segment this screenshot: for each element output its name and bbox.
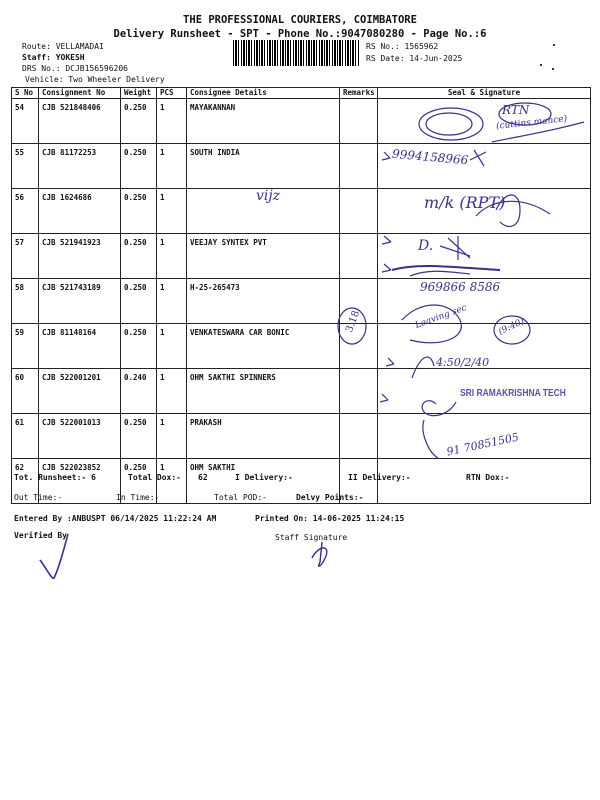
cell-consignment: CJB 521743189 bbox=[39, 279, 121, 324]
cell-weight: 0.250 bbox=[121, 144, 157, 189]
cell-weight: 0.250 bbox=[121, 279, 157, 324]
cell-consignee: OHM SAKTHI bbox=[187, 459, 340, 504]
ii-delivery: II Delivery:- bbox=[348, 473, 411, 482]
hw-time-59: (9:40) bbox=[497, 316, 527, 338]
cell-weight: 0.240 bbox=[121, 369, 157, 414]
cell-sno: 54 bbox=[12, 99, 39, 144]
cell-consignee: VENKATESWARA CAR BONIC bbox=[187, 324, 340, 369]
cell-pcs: 1 bbox=[157, 324, 187, 369]
cell-remarks bbox=[340, 414, 378, 459]
cell-pcs: 1 bbox=[157, 414, 187, 459]
cell-consignee: MAYAKANNAN bbox=[187, 99, 340, 144]
col-sno: S No bbox=[12, 88, 39, 99]
cell-consignment: CJB 521941923 bbox=[39, 234, 121, 279]
hw-vijz: vijz bbox=[256, 188, 281, 204]
company-stamp: SRI RAMAKRISHNA TECH bbox=[460, 388, 566, 399]
cell-pcs: 1 bbox=[157, 234, 187, 279]
cell-weight: 0.250 bbox=[121, 189, 157, 234]
hw-d: D. bbox=[418, 238, 434, 254]
table-row bbox=[12, 279, 591, 324]
cell-sno: 61 bbox=[12, 414, 39, 459]
cell-consignment: CJB 522023852 bbox=[39, 459, 121, 504]
cell-consignee: VEEJAY SYNTEX PVT bbox=[187, 234, 340, 279]
table-header-row bbox=[12, 88, 591, 99]
staff-label: Staff: YOKESH bbox=[22, 53, 85, 62]
rs-number: RS No.: 1565962 bbox=[366, 42, 439, 51]
total-dox-value: 62 bbox=[198, 473, 208, 482]
cell-pcs: 1 bbox=[157, 369, 187, 414]
cell-consignment: CJB 522001013 bbox=[39, 414, 121, 459]
cell-weight: 0.250 bbox=[121, 324, 157, 369]
total-runsheet: Tot. Runsheet:- 6 bbox=[14, 473, 96, 482]
in-time: In Time:- bbox=[116, 493, 160, 502]
route-label: Route: VELLAMADAI bbox=[22, 42, 104, 51]
hw-mk-rpt: m/k (RPT) bbox=[424, 193, 506, 212]
col-seal-signature: Seal & Signature bbox=[378, 88, 591, 99]
hw-phone-55: 9994158966 bbox=[391, 146, 469, 168]
hw-60: 4:50/2/40 bbox=[436, 356, 490, 369]
cell-consignment: CJB 521848406 bbox=[39, 99, 121, 144]
cell-pcs: 1 bbox=[157, 99, 187, 144]
cell-consignee: OHM SAKTHI SPINNERS bbox=[187, 369, 340, 414]
cell-consignment: CJB 81172253 bbox=[39, 144, 121, 189]
cell-pcs: 1 bbox=[157, 189, 187, 234]
cell-pcs: 1 bbox=[157, 459, 187, 504]
cell-sno: 57 bbox=[12, 234, 39, 279]
cell-sno: 55 bbox=[12, 144, 39, 189]
rs-date: RS Date: 14-Jun-2025 bbox=[366, 54, 463, 63]
col-weight: Weight bbox=[121, 88, 157, 99]
verified-by: Verified By bbox=[14, 531, 67, 540]
cell-sno: 56 bbox=[12, 189, 39, 234]
table-row bbox=[12, 144, 591, 189]
cell-sno: 59 bbox=[12, 324, 39, 369]
barcode bbox=[233, 40, 359, 66]
cell-weight: 0.250 bbox=[121, 234, 157, 279]
vehicle-label: Vehicle: Two Wheeler Delivery bbox=[25, 75, 165, 84]
drs-number: DRS No.: DCJB156596206 bbox=[22, 64, 128, 73]
cell-sno: 58 bbox=[12, 279, 39, 324]
cell-signature bbox=[378, 414, 591, 459]
col-consignee: Consignee Details bbox=[187, 88, 340, 99]
entered-by: Entered By :ANBUSPT 06/14/2025 11:22:24 AM bbox=[14, 514, 217, 523]
cell-remarks bbox=[340, 144, 378, 189]
cell-consignment: CJB 1624686 bbox=[39, 189, 121, 234]
col-consignment: Consignment No bbox=[39, 88, 121, 99]
hw-leaving: Leaving sec bbox=[413, 303, 469, 331]
verified-signature bbox=[40, 534, 68, 578]
hw-phone-58: 969866 8586 bbox=[420, 280, 501, 294]
company-title: THE PROFESSIONAL COURIERS, COIMBATORE bbox=[183, 14, 417, 26]
cell-weight: 0.250 bbox=[121, 459, 157, 504]
cell-weight: 0.250 bbox=[121, 414, 157, 459]
i-delivery: I Delivery:- bbox=[235, 473, 293, 482]
staff-signature-label: Staff Signature bbox=[275, 533, 348, 542]
runsheet-subtitle: Delivery Runsheet - SPT - Phone No.:9047080280 - Page No.:6 bbox=[113, 28, 487, 40]
cell-consignee: H-25-265473 bbox=[187, 279, 340, 324]
cell-weight: 0.250 bbox=[121, 99, 157, 144]
delvy-points: Delvy Points:- bbox=[296, 493, 364, 502]
cell-remarks bbox=[340, 369, 378, 414]
hw-remark-59: 3.18 bbox=[344, 309, 363, 334]
cell-sno: 62 bbox=[12, 459, 39, 504]
staff-signature-mark bbox=[312, 542, 327, 566]
printed-on: Printed On: 14-06-2025 11:24:15 bbox=[255, 514, 405, 523]
rtn-dox: RTN Dox:- bbox=[466, 473, 510, 482]
cell-signature bbox=[378, 234, 591, 279]
cell-remarks bbox=[340, 189, 378, 234]
cell-pcs: 1 bbox=[157, 144, 187, 189]
col-pcs: PCS bbox=[157, 88, 187, 99]
cell-pcs: 1 bbox=[157, 279, 187, 324]
hw-phone-62: 91 70851505 bbox=[445, 430, 521, 459]
out-time: Out Time:- bbox=[14, 493, 63, 502]
cell-consignment: CJB 522001201 bbox=[39, 369, 121, 414]
cell-remarks bbox=[340, 99, 378, 144]
hw-rtn: RTN bbox=[502, 103, 530, 117]
hw-cuttins: (cuttins mance) bbox=[495, 114, 568, 132]
col-remarks: Remarks bbox=[340, 88, 378, 99]
total-dox-label: Total Dox:- bbox=[128, 473, 181, 482]
cell-sno: 60 bbox=[12, 369, 39, 414]
cell-consignment: CJB 81148164 bbox=[39, 324, 121, 369]
cell-consignee: PRAKASH bbox=[187, 414, 340, 459]
cell-remarks bbox=[340, 234, 378, 279]
cell-consignee: SOUTH INDIA bbox=[187, 144, 340, 189]
total-pod: Total POD:- bbox=[214, 493, 267, 502]
table-row bbox=[12, 234, 591, 279]
